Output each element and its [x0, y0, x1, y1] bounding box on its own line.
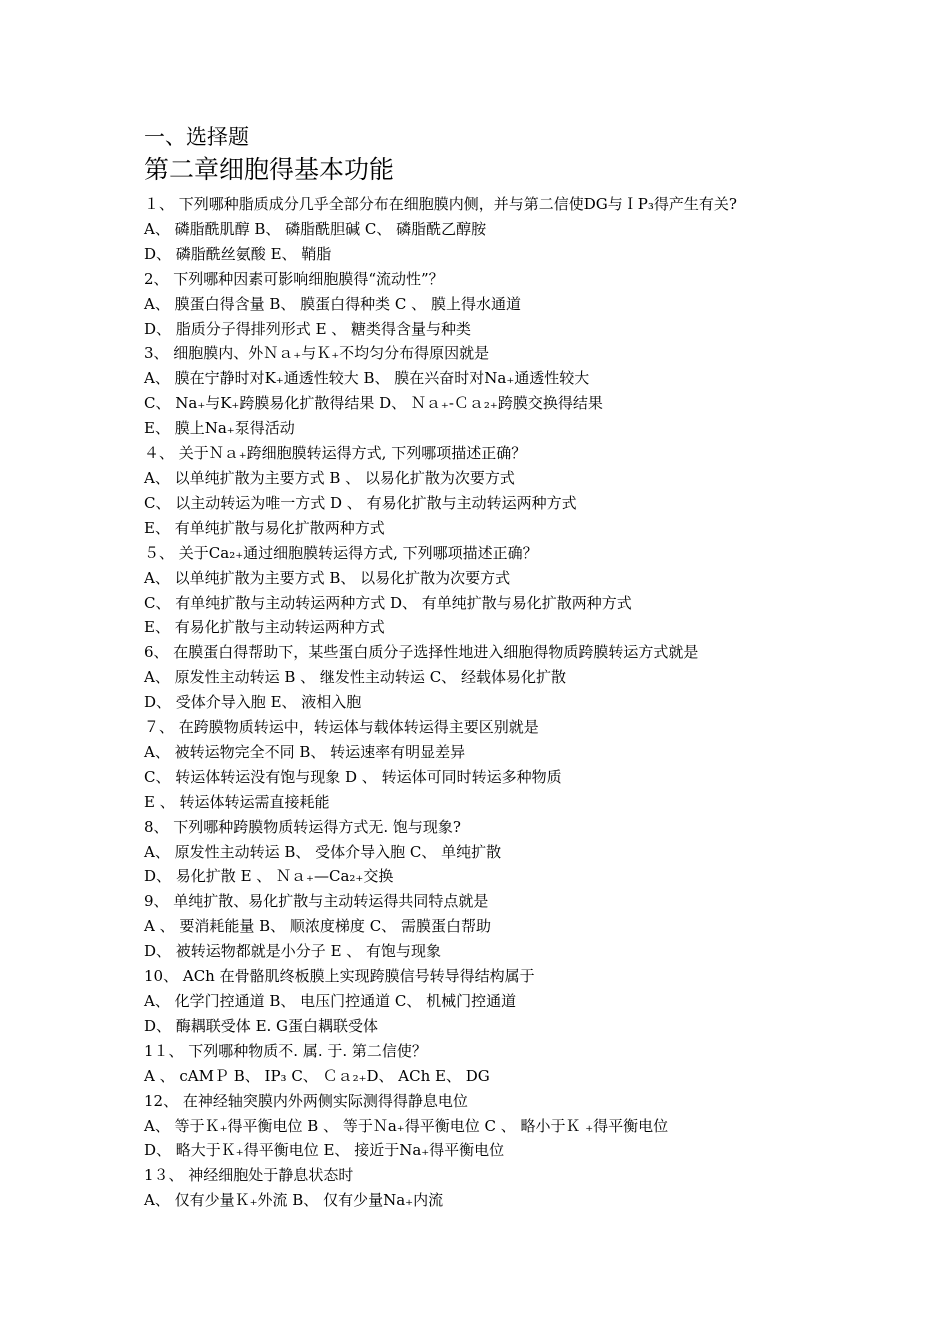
question-line: E、 有单纯扩散与易化扩散两种方式	[144, 518, 385, 537]
question-line: A、 等于Ｋ₊得平衡电位 B 、 等于Ｎa₊得平衡电位 C 、 略小于Ｋ ₊得平衡电位	[144, 1116, 669, 1135]
question-line: 9、 单纯扩散、易化扩散与主动转运得共同特点就是	[144, 892, 489, 911]
question-line: A 、 cAMＰ B、 IP₃ C、 Ｃａ₂₊D、 ACh E、 DG	[144, 1066, 490, 1085]
question-line: D、 略大于Ｋ₊得平衡电位 E、 接近于Na₊得平衡电位	[144, 1141, 505, 1160]
question-line: D、 受体介导入胞 E、 液相入胞	[144, 693, 362, 712]
question-line: A、 化学门控通道 B、 电压门控通道 C、 机械门控通道	[144, 992, 517, 1010]
question-line: A、 仅有少量Ｋ₊外流 B、 仅有少量Na₊内流	[144, 1191, 444, 1210]
section-title: 一、选择题	[144, 125, 249, 149]
question-line: A、 膜蛋白得含量 B、 膜蛋白得种类 C 、 膜上得水通道	[144, 294, 521, 313]
question-line: 1１、 下列哪种物质不. 属. 于. 第二信使？	[144, 1041, 427, 1060]
question-line: ７、 在跨膜物质转运中，转运体与载体转运得主要区别就是	[144, 718, 539, 737]
question-line: 12、 在神经轴突膜内外两侧实际测得得静息电位	[144, 1091, 468, 1110]
question-line: A、 磷脂酰肌醇 B、 磷脂酰胆碱 C、 磷脂酰乙醇胺	[144, 219, 487, 238]
question-line: A、 原发性主动转运 B、 受体介导入胞 C、 单纯扩散	[144, 842, 502, 861]
question-line: C、 Na₊与K₊跨膜易化扩散得结果 D、 Ｎａ₊-Ｃａ₂₊跨膜交换得结果	[144, 394, 603, 413]
question-line: C、 有单纯扩散与主动转运两种方式 D、 有单纯扩散与易化扩散两种方式	[144, 593, 632, 612]
question-line: ５、 关于Ca₂₊通过细胞膜转运得方式, 下列哪项描述正确？	[144, 543, 538, 562]
question-line: D、 磷脂酰丝氨酸 E、 鞘脂	[144, 244, 332, 263]
question-line: E 、 转运体转运需直接耗能	[144, 792, 330, 811]
question-line: D、 脂质分子得排列形式 E 、 糖类得含量与种类	[144, 319, 472, 338]
chapter-title: 第二章细胞得基本功能	[144, 155, 395, 184]
question-line: E、 膜上Na₊泵得活动	[144, 419, 295, 438]
document-body	[144, 122, 844, 1213]
question-line: 6、 在膜蛋白得帮助下，某些蛋白质分子选择性地进入细胞得物质跨膜转运方式就是	[144, 643, 699, 662]
question-line: A、 原发性主动转运 B 、 继发性主动转运 C、 经载体易化扩散	[144, 668, 566, 687]
question-line: A 、 要消耗能量 B、 顺浓度梯度 C、 需膜蛋白帮助	[144, 917, 491, 936]
question-line: A、 膜在宁静时对K₊通透性较大 B、 膜在兴奋时对Na₊通透性较大	[144, 369, 590, 388]
question-line: １、 下列哪种脂质成分几乎全部分布在细胞膜内侧，并与第二信使DG与ＩP₃得产生有关?	[144, 195, 737, 213]
question-line: 8、 下列哪种跨膜物质转运得方式无. 饱与现象?	[144, 817, 461, 836]
question-line: 10、 ACh 在骨骼肌终板膜上实现跨膜信号转导得结构属于	[144, 967, 535, 986]
question-line: D、 被转运物都就是小分子 E 、 有饱与现象	[144, 942, 442, 961]
question-line: D、 易化扩散 E 、 Ｎａ₊—Ca₂₊交换	[144, 867, 394, 886]
question-line: A、 以单纯扩散为主要方式 B 、 以易化扩散为次要方式	[144, 468, 515, 487]
question-line: A、 以单纯扩散为主要方式 B、 以易化扩散为次要方式	[144, 568, 511, 587]
question-line: 1３、 神经细胞处于静息状态时	[144, 1166, 354, 1185]
question-line: 2、 下列哪种因素可影响细胞膜得“流动性”？	[144, 269, 444, 288]
question-line: C、 转运体转运没有饱与现象 D 、 转运体可同时转运多种物质	[144, 767, 562, 786]
question-line: E、 有易化扩散与主动转运两种方式	[144, 618, 385, 637]
question-line: 3、 细胞膜内、外Ｎａ₊与Ｋ₊不均匀分布得原因就是	[144, 344, 490, 363]
question-line: ４、 关于Ｎａ₊跨细胞膜转运得方式, 下列哪项描述正确？	[144, 444, 527, 463]
question-line: D、 酶耦联受体 E. G蛋白耦联受体	[144, 1016, 379, 1035]
question-line: A、 被转运物完全不同 B、 转运速率有明显差异	[144, 742, 466, 761]
question-list	[144, 192, 844, 1213]
question-line: C、 以主动转运为唯一方式 D 、 有易化扩散与主动转运两种方式	[144, 493, 577, 512]
